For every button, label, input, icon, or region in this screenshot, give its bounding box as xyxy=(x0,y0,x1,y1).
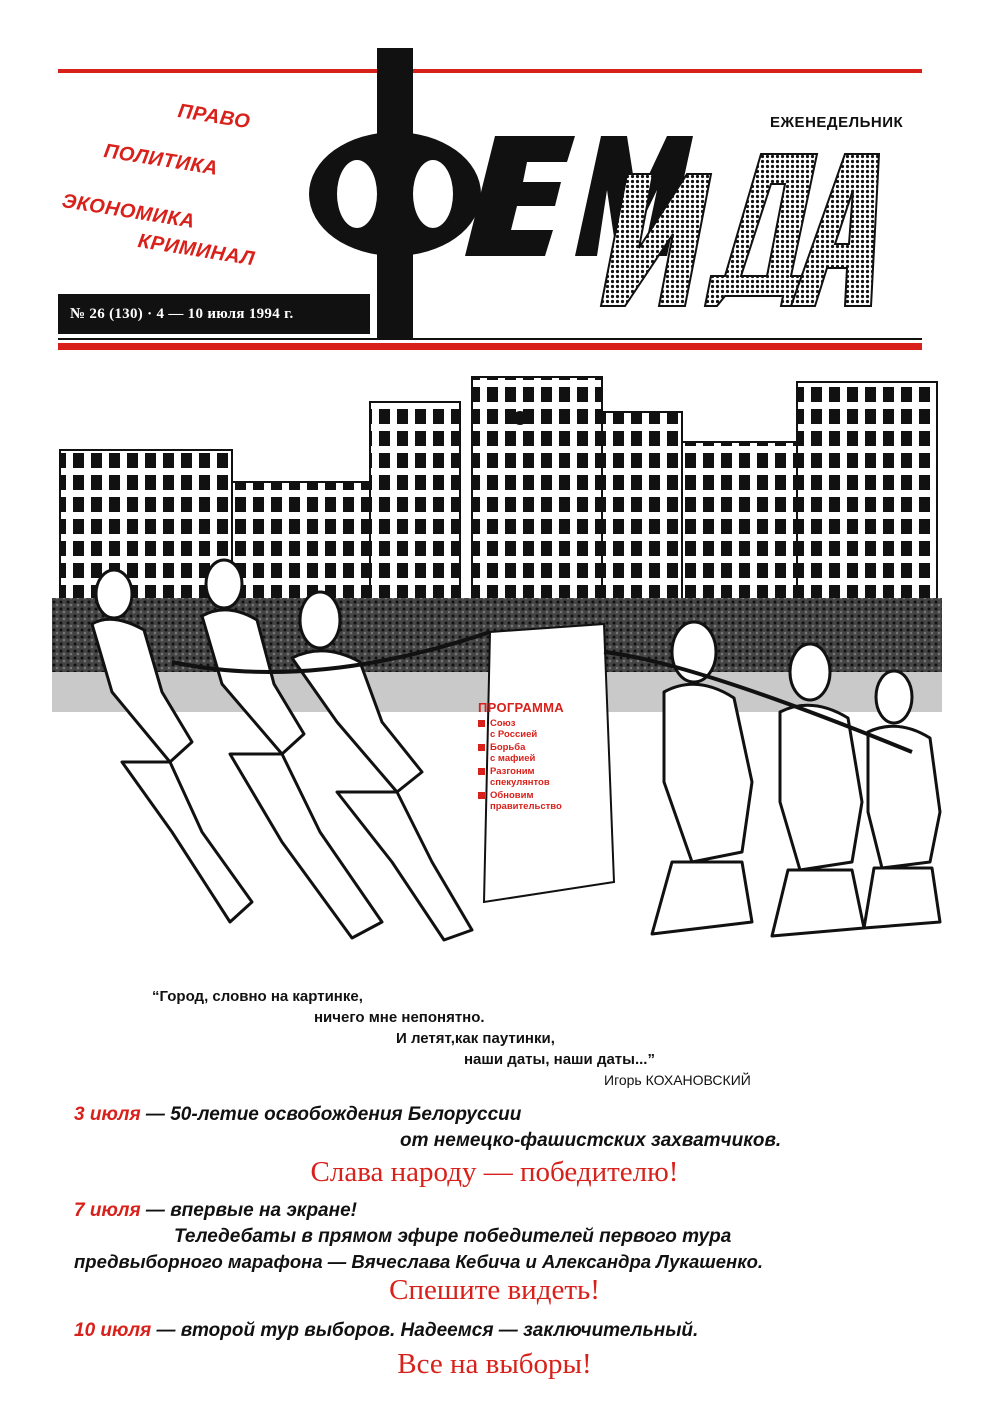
weekly-label: ЕЖЕНЕДЕЛЬНИК xyxy=(770,114,904,131)
poem-line: “Город, словно на картинке, xyxy=(152,988,363,1005)
cartoon-illustration xyxy=(52,362,942,977)
program-item xyxy=(478,766,598,788)
issue-info: № 26 (130) · 4 — 10 июля 1994 г. xyxy=(58,294,370,334)
event-text: — впервые на экране! xyxy=(145,1200,357,1221)
rubric-ekonomika: ЭКОНОМИКА xyxy=(60,190,197,233)
masthead-bottom-rule xyxy=(58,343,922,350)
event-text: предвыборного марафона — Вячеслава Кебича и Александра Лукашенко. xyxy=(74,1251,764,1272)
program-item-text: Борьба с мафией xyxy=(490,742,536,764)
event-slogan: Слава народу — победителю! xyxy=(310,1156,679,1188)
rubric-pravo: ПРАВО xyxy=(176,100,252,134)
event-text: — 50-летие освобождения Белоруссии xyxy=(145,1104,522,1125)
bullet-square-icon xyxy=(478,720,485,727)
event-date: 3 июля xyxy=(74,1104,141,1125)
program-item xyxy=(478,742,598,764)
bullet-square-icon xyxy=(478,792,485,799)
event-slogan: Все на выборы! xyxy=(397,1348,592,1380)
event-text: — второй тур выборов. Надеемся — заключительный. xyxy=(156,1320,699,1341)
program-title: ПРОГРАММА xyxy=(478,700,564,715)
poem-line: ничего мне непонятно. xyxy=(314,1009,485,1026)
event-text: от немецко-фашистских захватчиков. xyxy=(400,1130,782,1151)
poem-line: наши даты, наши даты...” xyxy=(464,1051,655,1068)
femida-logo xyxy=(305,44,920,344)
program-item xyxy=(478,790,598,812)
rubric-politika: ПОЛИТИКА xyxy=(102,140,220,180)
masthead-black-rule xyxy=(58,338,922,340)
bullet-square-icon xyxy=(478,768,485,775)
event-date: 7 июля xyxy=(74,1200,141,1221)
program-item-text: Обновим правительство xyxy=(490,790,562,812)
bullet-square-icon xyxy=(478,744,485,751)
event-date: 10 июля xyxy=(74,1320,152,1341)
event-10-july xyxy=(74,1320,698,1342)
event-text: Теледебаты в прямом эфире победителей первого тура xyxy=(174,1226,732,1247)
poem-line: И летят,как паутинки, xyxy=(396,1030,555,1047)
event-slogan: Спешите видеть! xyxy=(389,1274,600,1306)
program-item-text: Разгоним спекулянтов xyxy=(490,766,550,788)
program-item xyxy=(478,718,598,740)
program-item-text: Союз с Россией xyxy=(490,718,538,740)
poem-author: Игорь КОХАНОВСКИЙ xyxy=(604,1072,751,1088)
event-7-july xyxy=(74,1200,357,1222)
program-banner xyxy=(478,700,598,814)
event-3-july xyxy=(74,1104,521,1126)
rubric-kriminal: КРИМИНАЛ xyxy=(136,230,257,271)
